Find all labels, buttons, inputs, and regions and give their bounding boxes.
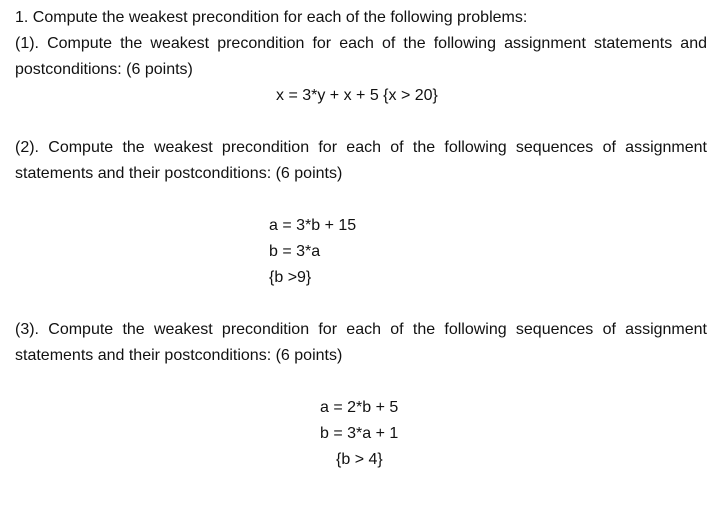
problem-2-text-line-2: statements and their postconditions: (6 points): [15, 165, 343, 182]
problem-3-text-line-2: statements and their postconditions: (6 points): [15, 347, 343, 364]
problem-2-code-line-3: {b >9}: [269, 269, 312, 286]
problem-1-statement: x = 3*y + x + 5 {x > 20}: [276, 87, 438, 104]
problem-3-code-line-3: {b > 4}: [336, 451, 383, 468]
problem-2-code-line-2: b = 3*a: [269, 243, 321, 260]
problem-1-text-line-2: postconditions: (6 points): [15, 61, 193, 78]
problem-2-text-line-1: (2). Compute the weakest precondition for each of the following sequences of assignment: [15, 139, 707, 156]
problem-1-text-line-1: (1). Compute the weakest precondition for each of the following assignment statements and: [15, 35, 707, 52]
problem-3-code-line-2: b = 3*a + 1: [320, 425, 399, 442]
main-heading: 1. Compute the weakest precondition for each of the following problems:: [15, 9, 528, 26]
problem-3-code-line-1: a = 2*b + 5: [320, 399, 399, 416]
problem-3-text-line-1: (3). Compute the weakest precondition for each of the following sequences of assignment: [15, 321, 707, 338]
problem-2-code-line-1: a = 3*b + 15: [269, 217, 357, 234]
